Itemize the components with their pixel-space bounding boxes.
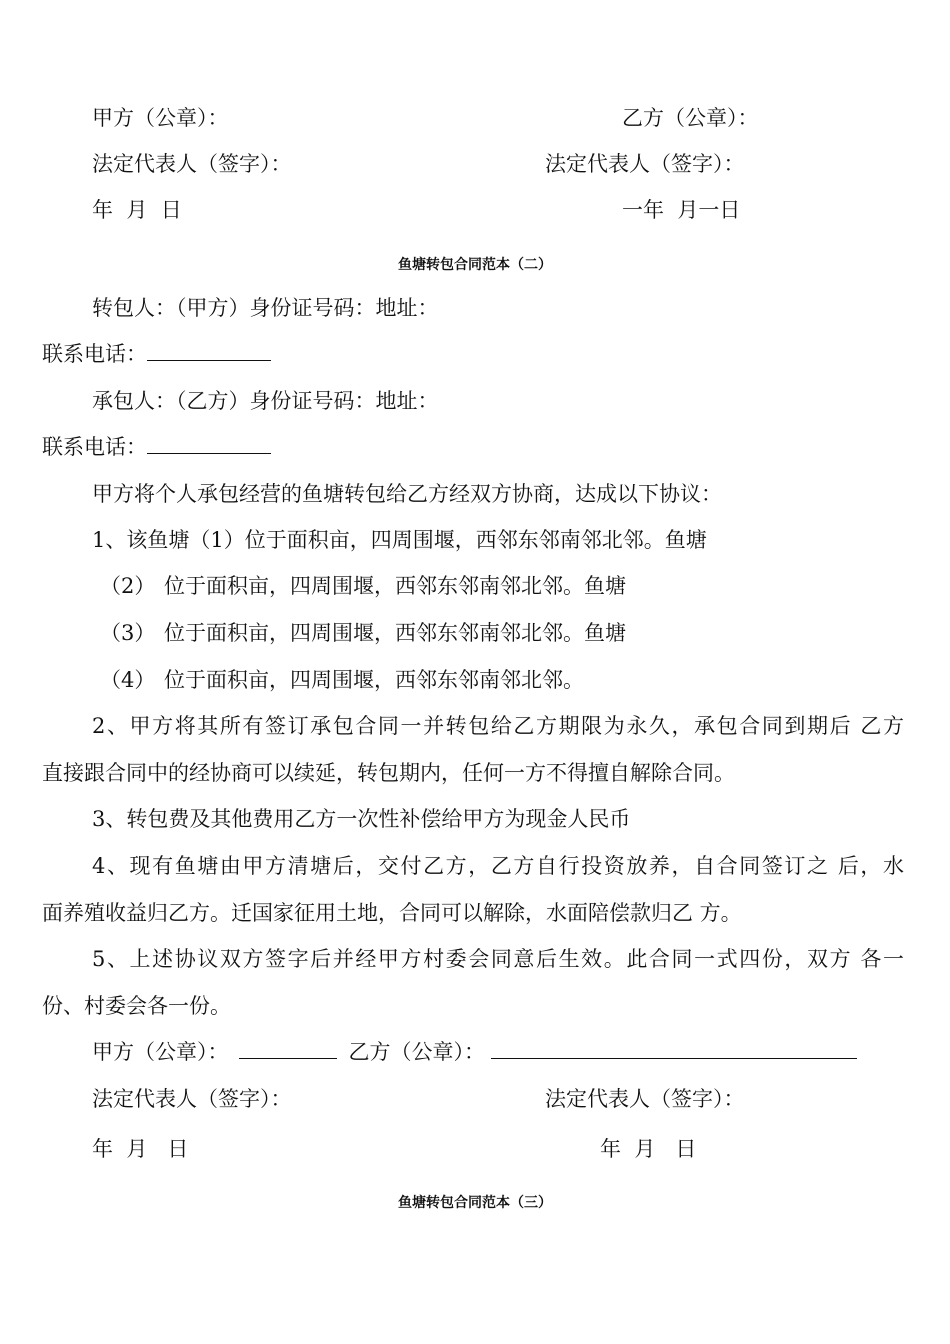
item-2-number: （2） [100,574,156,598]
clause-2-line-2: 直接跟合同中的经协商可以续延，转包期内，任何一方不得擅自解除合同。 [42,761,735,785]
agreement-intro: 甲方将个人承包经营的鱼塘转包给乙方经双方协商，达成以下协议： [92,482,722,506]
contract-2-title: 鱼塘转包合同范本（二） [398,257,552,273]
item-3-number: （3） [100,621,156,645]
party-a-seal-blank [239,1040,337,1059]
party-b-seal-blank [491,1040,857,1059]
party-b-seal-label: 乙方（公章）： [622,106,759,130]
item-4-text: 位于面积亩，四周围堰，西邻东邻南邻北邻。 [164,668,584,692]
rep-a-label: 法定代表人（签字）： [92,152,292,176]
sign-rep-b-label: 法定代表人（签字）： [545,1087,745,1111]
subcontractor-line: 转包人：（甲方）身份证号码：地址： [92,296,439,320]
date-a-label: 年 月 日 [92,198,182,222]
item-3-text: 位于面积亩，四周围堰，西邻东邻南邻北邻。鱼塘 [164,621,626,645]
sign-rep-a-label: 法定代表人（签字）： [92,1087,292,1111]
item-4-number: （4） [100,668,156,692]
sign-seal-row [92,1038,857,1066]
item-2-text: 位于面积亩，四周围堰，西邻东邻南邻北邻。鱼塘 [164,574,626,598]
contractor-line: 承包人：（乙方）身份证号码：地址： [92,389,439,413]
contract-3-title: 鱼塘转包合同范本（三） [398,1195,552,1211]
rep-b-label: 法定代表人（签字）： [545,152,745,176]
clause-2-line-1: 2、甲方将其所有签订承包合同一并转包给乙方期限为永久，承包合同到期后 乙方 [92,714,904,738]
phone-line-2 [42,433,271,461]
phone-blank [147,342,271,361]
sign-party-a-seal-label: 甲方（公章）： [92,1040,229,1064]
sign-date-b-label: 年 月 日 [600,1137,697,1161]
sign-date-a-label: 年 月 日 [92,1137,189,1161]
sign-party-b-seal-label: 乙方（公章）： [348,1040,485,1064]
phone-label: 联系电话： [42,342,147,366]
phone-label: 联系电话： [42,435,147,459]
clause-3: 3、转包费及其他费用乙方一次性补偿给甲方为现金人民币 [92,807,631,831]
clause-4-line-1: 4、现有鱼塘由甲方清塘后，交付乙方，乙方自行投资放养，自合同签订之 后，水 [92,854,904,878]
phone-line-1 [42,340,271,368]
date-b-label: 一年 月一日 [622,198,741,222]
phone-blank [147,435,271,454]
clause-1: 1、该鱼塘（1）位于面积亩，四周围堰，西邻东邻南邻北邻。鱼塘 [92,528,707,552]
clause-4-line-2: 面养殖收益归乙方。迁国家征用土地，合同可以解除，水面陪偿款归乙 方。 [42,901,742,925]
clause-5-line-2: 份、村委会各一份。 [42,994,231,1018]
clause-5-line-1: 5、上述协议双方签字后并经甲方村委会同意后生效。此合同一式四份，双方 各一 [92,947,904,971]
party-a-seal-label: 甲方（公章）： [92,106,229,130]
